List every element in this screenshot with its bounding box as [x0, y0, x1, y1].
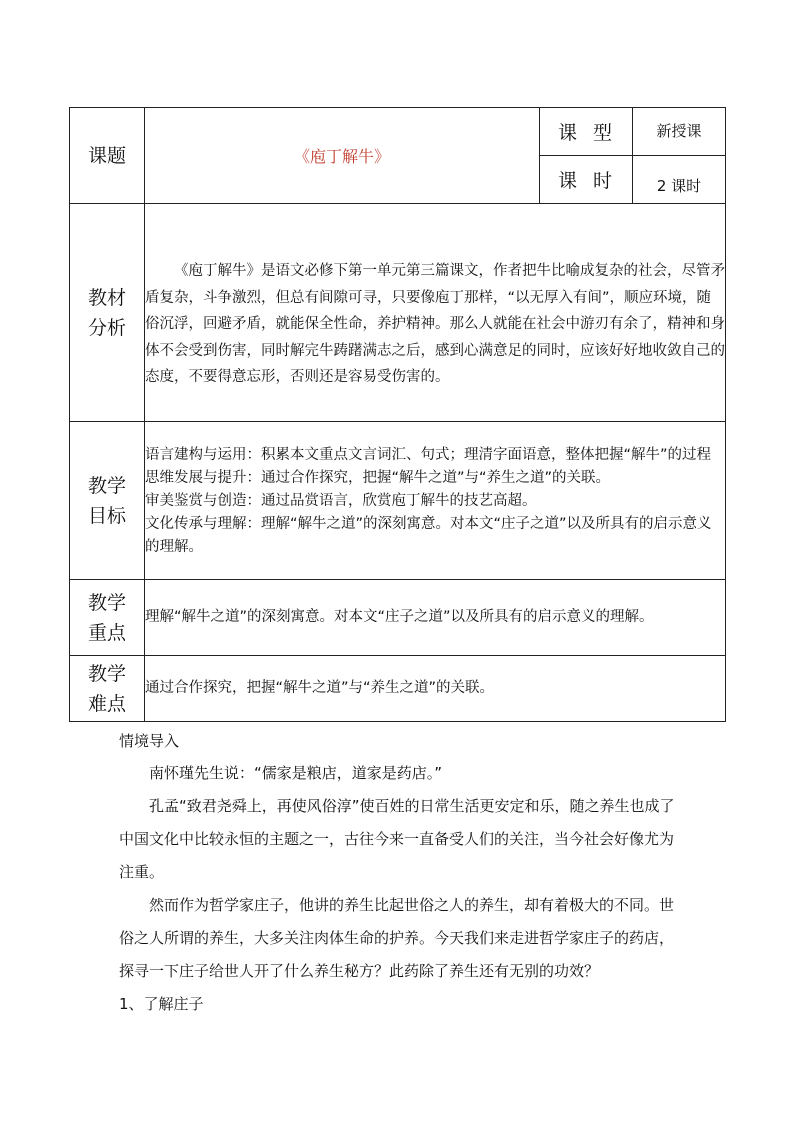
analysis-text: 《庖丁解牛》是语文必修下第一单元第三篇课文，作者把牛比喻成复杂的社会，尽管矛盾复杂，斗争激烈，但总有间隙可寻，只要像庖丁那样，“以无厚入有间”，顺应环境，随俗沉浮，回避矛盾，就能保全性命，养护精神。那么人就能在社会中游刃有余了，精神和身体不会受到伤害，同时解完牛踌躇满志之后，感到心满意足的同时，应该好好地收敛自己的态度，不要得意忘形，否则还是容易受伤害的。 [145, 263, 725, 386]
paragraph-3: 然而作为哲学家庄子，他讲的养生比起世俗之人的养生，却有着极大的不同。世俗之人所谓的养生，大多关注肉体生命的护养。今天我们来走进哲学家庄子的药店，探寻一下庄子给世人开了什么养生秘方？此药除了养生还有无别的功效？ [119, 895, 675, 980]
key-points-cell [145, 580, 726, 656]
analysis-label: 教材 分析 [70, 204, 145, 422]
paragraph-2: 孔孟“致君尧舜上，再使风俗淳”使百姓的日常生活更安定和乐，随之养生也成了中国文化中比较永恒的主题之一，古往今来一直备受人们的关注，当今社会好像尤为注重。 [119, 796, 675, 881]
title-label: 课题 [70, 108, 145, 204]
goal-item: 审美鉴赏与创造：通过品赏语言，欣赏庖丁解牛的技艺高超。 [145, 492, 537, 509]
key-points-text: 理解“解牛之道”的深刻寓意。对本文“庄子之道”以及所具有的启示意义的理解。 [145, 609, 654, 625]
quote-paragraph: 南怀瑾先生说：“儒家是粮店，道家是药店。” [149, 763, 443, 782]
difficulty-text: 通过合作探究，把握“解牛之道”与“养生之道”的关联。 [145, 680, 495, 696]
goal-item: 语言建构与运用：积累本文重点文言词汇、句式；理清字面语意，整体把握“解牛”的过程 [145, 446, 712, 463]
key-points-label: 教学 重点 [70, 580, 145, 656]
goals-label: 教学 目标 [70, 422, 145, 580]
lesson-title: 《庖丁解牛》 [145, 108, 540, 204]
hours-value: 2 课时 [633, 156, 726, 204]
lesson-plan-table [69, 107, 726, 722]
goal-item: 思维发展与提升：通过合作探究，把握“解牛之道”与“养生之道”的关联。 [145, 469, 611, 486]
lesson-body [119, 727, 679, 1021]
hours-label: 课 时 [540, 156, 633, 204]
type-value: 新授课 [633, 108, 726, 156]
goal-item: 文化传承与理解：理解“解牛之道”的深刻寓意。对本文“庄子之道”以及所具有的启示意义的理解。 [145, 515, 712, 555]
section-heading: 情境导入 [119, 732, 180, 750]
difficulty-cell [145, 656, 726, 722]
difficulty-label: 教学 难点 [70, 656, 145, 722]
analysis-text-cell [145, 204, 726, 422]
goals-cell [145, 422, 726, 580]
type-label: 课 型 [540, 108, 633, 156]
numbered-item: 1、了解庄子 [119, 994, 204, 1013]
